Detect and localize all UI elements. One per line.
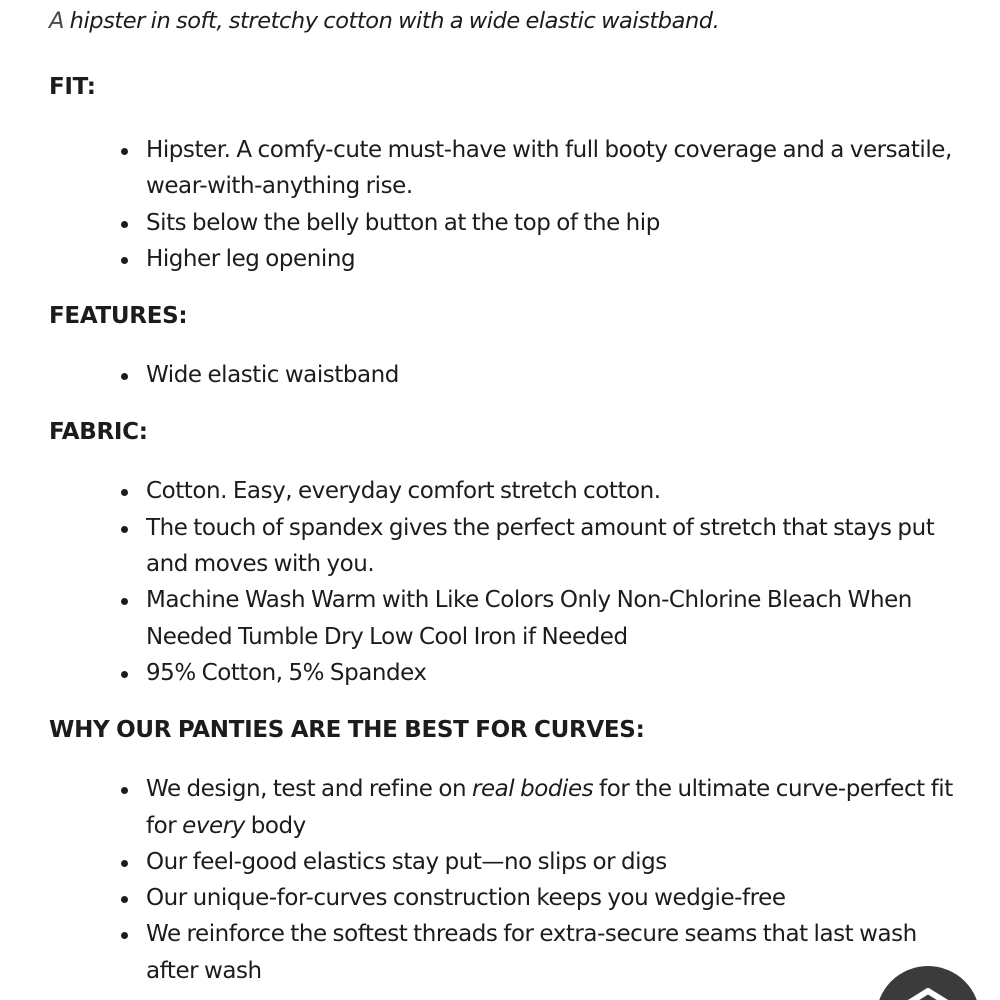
- intro-first-letter: A: [49, 8, 64, 34]
- features-list: [49, 357, 969, 393]
- intro-text: [49, 0, 969, 37]
- product-description: [49, 0, 969, 989]
- why-item1-part2: for the ultimate curve-perfect fit for: [146, 776, 953, 839]
- list-item: Higher leg opening: [146, 241, 969, 277]
- intro-rest: hipster in soft, stretchy cotton with a wide elastic waistband.: [63, 8, 720, 34]
- fit-heading: FIT:: [49, 74, 96, 100]
- fabric-heading: FABRIC:: [49, 419, 148, 446]
- list-item: Our feel-good elastics stay put—no slips or digs: [146, 844, 969, 880]
- list-item: Hipster. A comfy-cute must-have with full booty coverage and a versatile, wear-with-anything rise.: [146, 132, 969, 205]
- list-item: 95% Cotton, 5% Spandex: [146, 655, 969, 691]
- why-list: [49, 771, 969, 989]
- fabric-list: [49, 473, 969, 691]
- list-item: We reinforce the softest threads for extra-secure seams that last wash after wash: [146, 916, 969, 989]
- why-item1-emphasis-real-bodies: real bodies: [471, 776, 594, 803]
- why-item1-part1: We design, test and refine on: [146, 776, 472, 803]
- list-item: The touch of spandex gives the perfect amount of stretch that stays put and moves with you.: [146, 510, 969, 583]
- why-heading: WHY OUR PANTIES ARE THE BEST FOR CURVES:: [49, 717, 645, 744]
- list-item: Cotton. Easy, everyday comfort stretch cotton.: [146, 473, 969, 509]
- features-heading: FEATURES:: [49, 303, 188, 330]
- chevron-up-icon: [906, 988, 950, 1000]
- why-item1-emphasis-every: every: [182, 812, 245, 839]
- list-item: [146, 771, 969, 844]
- list-item: Machine Wash Warm with Like Colors Only Non-Chlorine Bleach When Needed Tumble Dry Low Cool Iron if Needed: [146, 582, 969, 655]
- list-item: Our unique-for-curves construction keeps you wedgie-free: [146, 880, 969, 916]
- list-item: Wide elastic waistband: [146, 357, 969, 393]
- fit-list: [49, 132, 969, 277]
- list-item: Sits below the belly button at the top of the hip: [146, 205, 969, 241]
- why-item1-part3: body: [244, 812, 306, 839]
